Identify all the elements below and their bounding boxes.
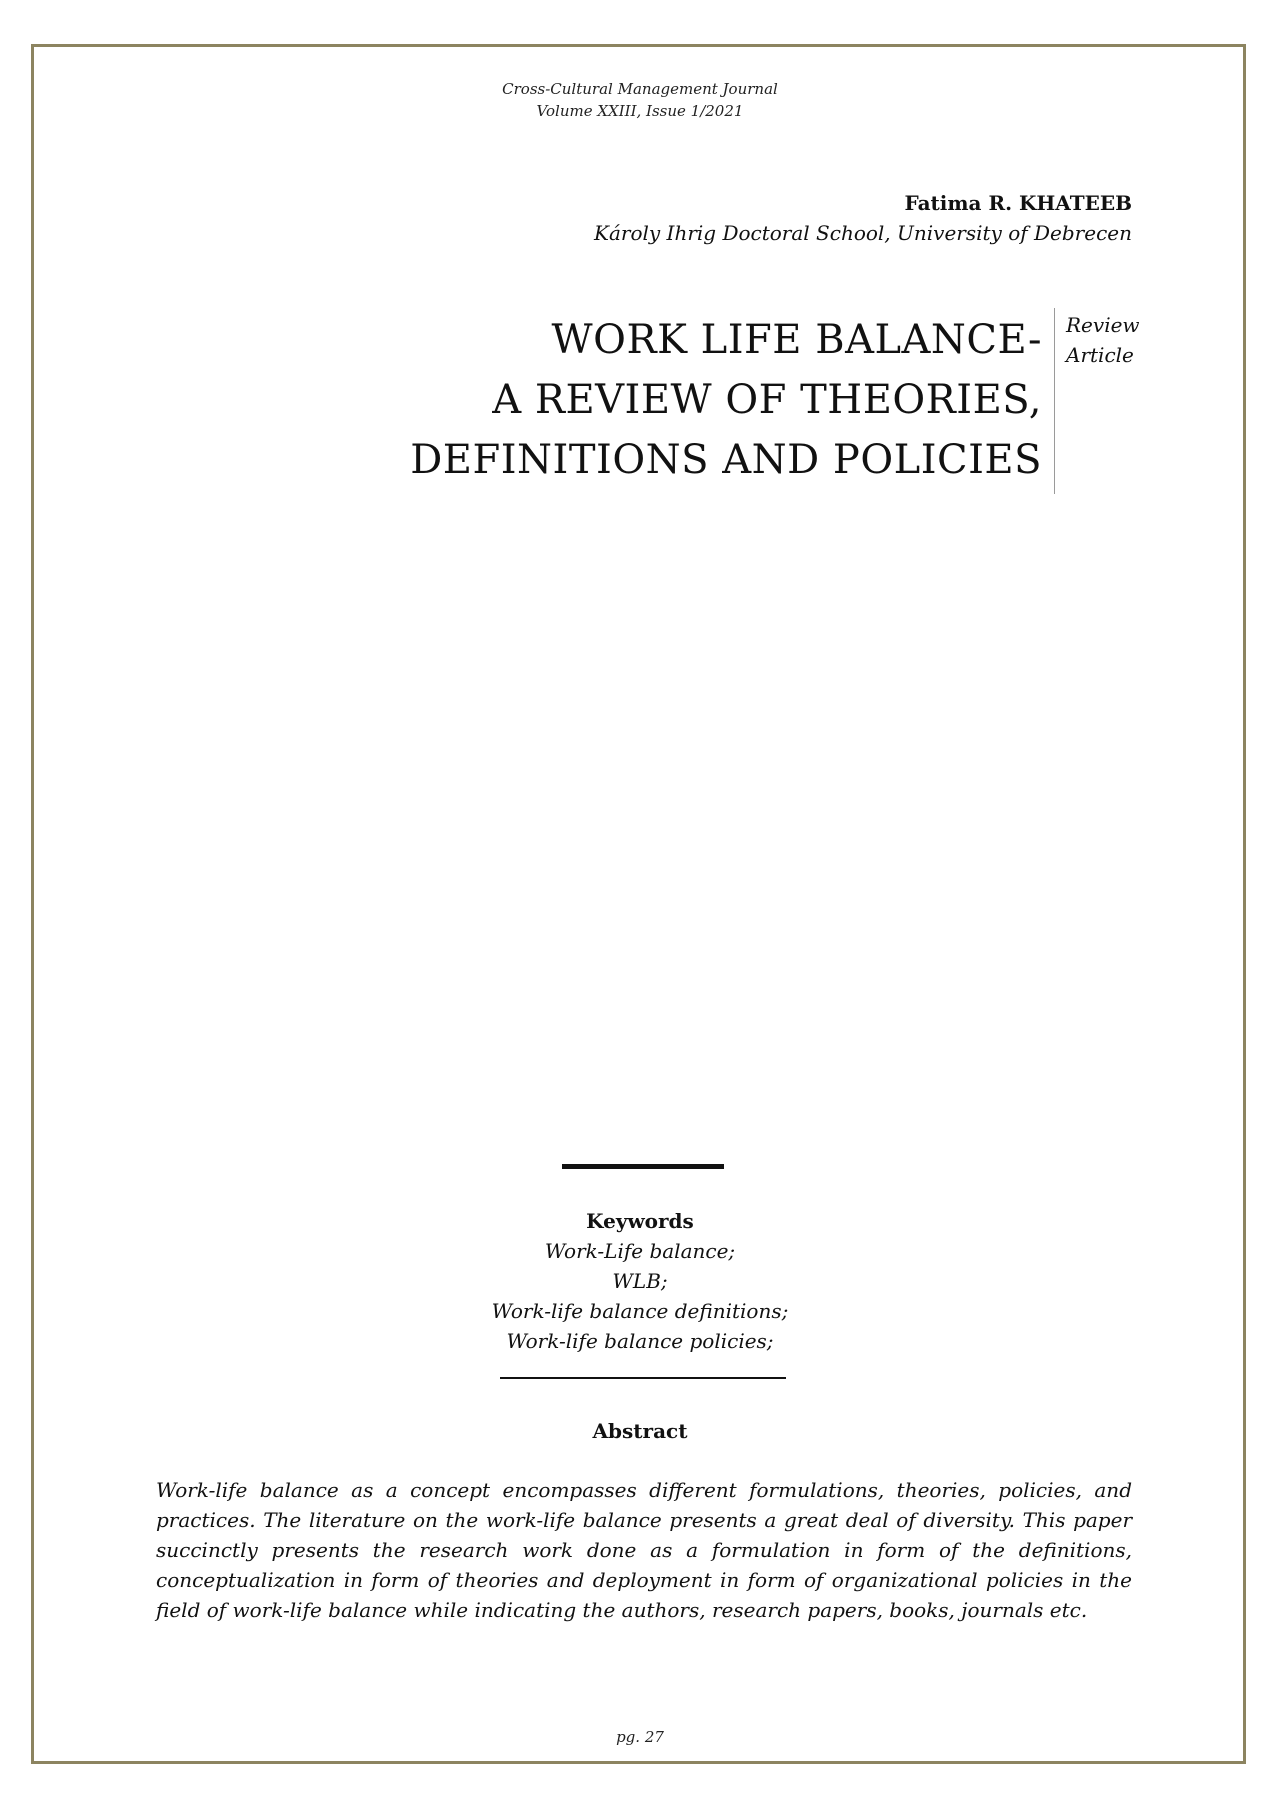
keywords-block <box>0 1206 1280 1356</box>
title-line: DEFINITIONS AND POLICIES <box>410 437 1042 483</box>
keyword-item: WLB; <box>612 1269 668 1293</box>
keyword-item: Work-life balance definitions; <box>491 1299 789 1323</box>
article-type-line: Article <box>1066 343 1134 367</box>
article-title <box>142 310 1042 490</box>
title-line: A REVIEW OF THEORIES, <box>492 377 1042 423</box>
abstract-heading: Abstract <box>592 1419 688 1443</box>
section-divider-thick <box>562 1164 724 1169</box>
journal-header <box>0 78 1280 122</box>
article-type <box>1066 310 1140 370</box>
section-divider-thin <box>500 1377 786 1379</box>
abstract-text: Work-life balance as a concept encompasses different formulations, theories, policies, and practices. The literature on the work-life balance presents a great deal of diversity. This paper succinctly presents the research work done as a formulation in form of the definitions, conceptualization in form of theories and deployment in form of organizational policies in the field of work-life balance while indicating the authors, research papers, books, journals etc. <box>156 1478 1132 1622</box>
author-block <box>594 188 1132 248</box>
journal-name: Cross-Cultural Management Journal <box>502 80 778 98</box>
keywords-heading: Keywords <box>586 1209 694 1233</box>
volume-issue: Volume XXIII, Issue 1/2021 <box>536 102 744 120</box>
article-type-line: Review <box>1066 313 1140 337</box>
title-line: WORK LIFE BALANCE- <box>551 317 1042 363</box>
author-affiliation: Károly Ihrig Doctoral School, University of Debrecen <box>594 221 1132 245</box>
author-name: Fatima R. KHATEEB <box>904 191 1132 215</box>
keyword-item: Work-life balance policies; <box>506 1329 774 1353</box>
keyword-item: Work-Life balance; <box>544 1239 736 1263</box>
title-divider <box>1054 308 1055 494</box>
page-number: pg. 27 <box>616 1728 664 1746</box>
